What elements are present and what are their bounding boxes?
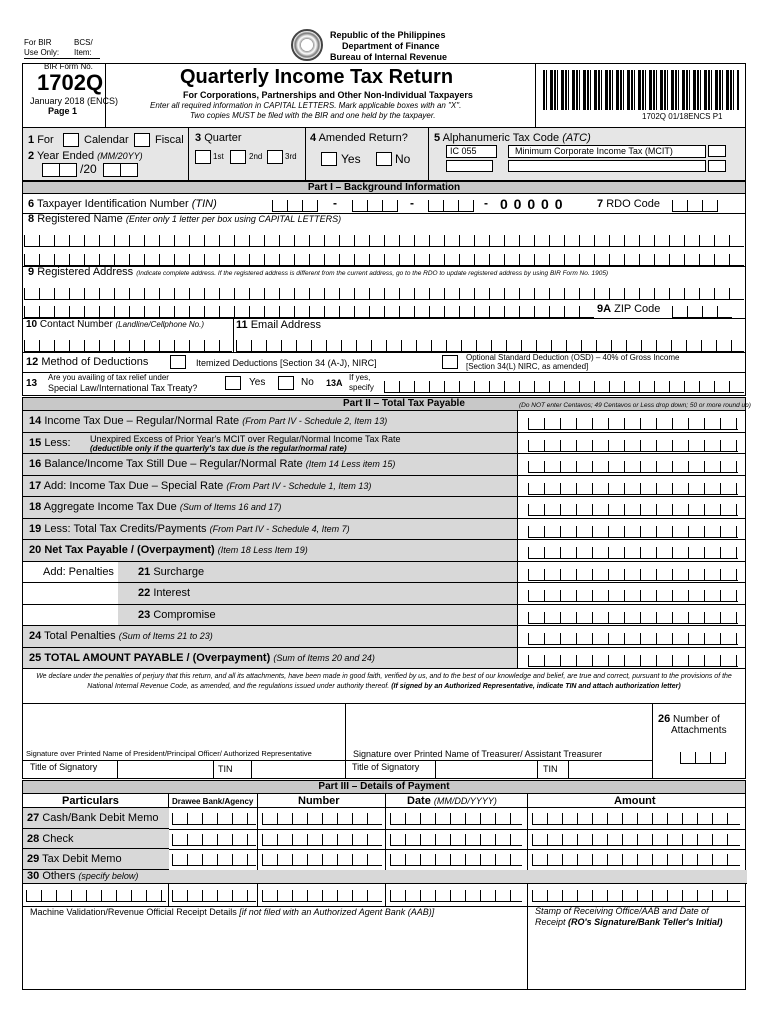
q3-label: 3rd	[285, 152, 297, 161]
item-label: Surcharge	[153, 565, 205, 578]
tin-group-2[interactable]	[352, 200, 398, 212]
payment-amount-cells-28[interactable]	[532, 834, 740, 846]
declaration-main: We declare under the penalties of perjury that this return, and all its attachments, have been made in good faith, verified by us, and to the best of our knowledge and belief, are true and correct, pursuant to the provisions of the National Internal Revenue Code, as amended, and the regulations issued under authority thereof.	[36, 673, 732, 690]
bir-seal-icon	[291, 29, 323, 61]
registered-name-label: Registered Name	[37, 213, 123, 225]
quarter-label: Quarter	[204, 132, 242, 144]
item-note: (Sum of Items 20 and 24)	[273, 652, 375, 663]
if-yes-label-1: If yes,	[349, 373, 371, 382]
title-signatory-1-label: Title of Signatory	[30, 762, 98, 772]
part2-label-cell	[23, 454, 518, 475]
instruction-2: Two copies MUST be filed with the BIR and one held by the taxpayer.	[190, 111, 436, 120]
month-digit-2[interactable]	[59, 163, 77, 177]
part2-label-cell	[23, 476, 518, 497]
part2-label	[138, 609, 216, 621]
atc-code-2[interactable]	[446, 160, 493, 172]
item-label: Income Tax Due – Regular/Normal Rate	[44, 415, 240, 427]
declaration-text	[28, 672, 740, 692]
item-6-num: 6	[28, 198, 35, 210]
bcs-item-label: BCS/ Item:	[74, 38, 93, 57]
item-note: (specify below)	[78, 870, 139, 881]
registered-address-note: (Indicate complete address. If the registered address is different from the current address, go to the RDO to update registered address by using BIR Form No. 1905)	[136, 270, 609, 277]
part2-label-cell	[23, 433, 518, 454]
title-signatory-2-label: Title of Signatory	[352, 762, 420, 772]
tin-paren: (TIN)	[191, 198, 217, 210]
form-title: Quarterly Income Tax Return	[180, 66, 454, 88]
item-4-num: 4	[310, 132, 317, 144]
item-13-num: 13	[26, 378, 38, 389]
item-label: Aggregate Income Tax Due	[43, 501, 177, 513]
year-prefix: /20	[80, 162, 97, 176]
item-26-num: 26	[658, 713, 671, 725]
item-note: (Sum of Items 16 and 17)	[179, 502, 282, 512]
atc-label: Alphanumeric Tax Code	[442, 132, 560, 144]
col-particulars: Particulars	[62, 795, 119, 807]
part2-row-25	[23, 648, 745, 670]
part2-row-22	[23, 583, 745, 605]
part3-label-cell	[23, 808, 169, 829]
part1-title: Part I – Background Information	[22, 181, 746, 194]
payment-bank-cells-30[interactable]	[172, 890, 256, 902]
part2-amount-cells-20[interactable]	[528, 547, 738, 559]
tin-dash-3: -	[484, 196, 488, 210]
contact-label: Contact Number	[39, 319, 113, 330]
month-digit-1[interactable]	[42, 163, 60, 177]
amended-yes-label: Yes	[341, 152, 361, 166]
amended-label: Amended Return?	[318, 132, 408, 144]
part2-label	[29, 458, 395, 470]
form-no-label: BIR Form No.	[44, 62, 93, 71]
item-15-note: Unexpired Excess of Prior Year's MCIT over Regular/Normal Income Tax Rate	[90, 433, 401, 444]
payment-date-cells-29[interactable]	[390, 854, 522, 866]
part3-label-cell	[23, 849, 169, 870]
item-num: 29	[27, 853, 40, 865]
machine-validation-note: [if not filed with an Authorized Agent Bank (AAB)]	[239, 907, 435, 917]
payment-amount-cells-29[interactable]	[532, 854, 740, 866]
col-date: Date	[407, 795, 431, 807]
contact-number-cells[interactable]	[24, 340, 232, 352]
q1-label: 1st	[213, 152, 224, 161]
part2-row-15	[23, 433, 745, 455]
osd-label-1: Optional Standard Deduction (OSD) – 40% of Gross Income	[466, 353, 680, 362]
item-num: 16	[29, 458, 42, 470]
item-1-num: 1	[28, 134, 35, 146]
declaration-note: (If signed by an Authorized Representative, indicate TIN and attach authorization letter)	[391, 683, 681, 690]
year-ended-label: Year Ended	[36, 150, 95, 162]
tin-group-1[interactable]	[272, 200, 318, 212]
item-11-num: 11	[236, 319, 248, 331]
item-8-num: 8	[28, 213, 35, 225]
q3-checkbox[interactable]	[267, 150, 283, 164]
item-note: (Item 14 Less item 15)	[305, 459, 396, 469]
penalties-prefix: Add: Penalties	[43, 565, 114, 578]
part2-amount-cells-18[interactable]	[528, 504, 738, 516]
amended-no-label: No	[395, 152, 411, 166]
part2-amount-cells-21[interactable]	[528, 569, 738, 581]
payment-date-cells-27[interactable]	[390, 813, 522, 825]
part2-amount-cells-24[interactable]	[528, 633, 738, 645]
part3-row-label-27	[27, 812, 158, 824]
payment-bank-cells-27[interactable]	[172, 813, 256, 825]
q2-label: 2nd	[249, 152, 263, 161]
q2-checkbox[interactable]	[230, 150, 246, 164]
tin-dash-2: -	[410, 196, 414, 210]
part2-amount-cells-16[interactable]	[528, 461, 738, 473]
part3-row-label-29	[27, 853, 122, 865]
item-num: 20	[29, 544, 42, 556]
part2-amount-cells-19[interactable]	[528, 526, 738, 538]
registered-name-note: (Enter only 1 letter per box using CAPITAL LETTERS)	[125, 214, 342, 224]
part2-label-cell	[23, 519, 518, 540]
part2-row-18	[23, 497, 745, 519]
item-label: Compromise	[153, 608, 216, 621]
part2-amount-cells-17[interactable]	[528, 483, 738, 495]
part2-amount-cells-25[interactable]	[528, 655, 738, 667]
item-num: 22	[138, 587, 151, 599]
item-num: 24	[29, 630, 42, 642]
treaty-yes-label: Yes	[249, 377, 266, 388]
form-subtitle: For Corporations, Partnerships and Other Non-Individual Taxpayers	[183, 90, 473, 100]
col-drawee-bank: Drawee Bank/Agency	[172, 797, 254, 806]
item-15-note-2: (deductible only if the quarterly's tax due is the regular/normal rate)	[90, 443, 347, 453]
part2-label	[29, 415, 387, 427]
amended-no-checkbox[interactable]	[376, 152, 392, 166]
item-note: (Item 18 Less Item 19)	[217, 545, 308, 555]
item-label: Less: Total Tax Credits/Payments	[44, 522, 207, 535]
stamp-label: Stamp of Receiving Office/AAB and Date of Receipt	[535, 906, 709, 927]
part2-label	[29, 652, 375, 664]
part2-amount-cells-23[interactable]	[528, 612, 738, 624]
zip-label: ZIP Code	[614, 303, 661, 315]
bureau-text: Bureau of Internal Revenue	[330, 52, 448, 62]
item-label: Check	[42, 832, 74, 845]
email-cells[interactable]	[236, 340, 744, 352]
part2-label-cell	[23, 605, 518, 626]
part2-row-20	[23, 540, 745, 562]
treaty-label-2: Special Law/International Tax Treaty?	[48, 383, 198, 393]
registered-name-line-1[interactable]	[24, 235, 744, 247]
part2-box	[22, 411, 746, 669]
item-12-num: 12	[26, 356, 39, 368]
item-9-num: 9	[28, 266, 35, 278]
atc-description-2[interactable]	[508, 160, 706, 172]
item-label: Others	[42, 869, 76, 882]
atc-paren: (ATC)	[562, 132, 591, 144]
item-2-num: 2	[28, 150, 35, 162]
item-label: Balance/Income Tax Still Due – Regular/Normal Rate	[44, 458, 303, 470]
payment-date-cells-30[interactable]	[390, 890, 522, 902]
col-date-format: (MM/DD/YYYY)	[433, 796, 497, 806]
item-label: Add: Income Tax Due – Special Rate	[43, 479, 224, 492]
payment-particulars-cells-30[interactable]	[26, 890, 166, 902]
contact-note: (Landline/Cellphone No.)	[115, 320, 204, 329]
item-10-num: 10	[26, 319, 38, 330]
part2-label	[29, 480, 371, 492]
part2-label-cell	[23, 562, 518, 583]
part2-label-cell	[23, 626, 518, 647]
barcode-code: 1702Q 01/18ENCS P1	[642, 112, 723, 121]
item-note: (From Part IV - Schedule 2, Item 13)	[242, 416, 388, 426]
atc-second-checkbox[interactable]	[708, 160, 726, 172]
zip-cells[interactable]	[672, 306, 732, 318]
tin-label: Taxpayer Identification Number	[36, 198, 189, 210]
item-note: (From Part IV - Schedule 1, Item 13)	[226, 480, 372, 491]
part2-row-21	[23, 562, 745, 584]
part2-row-16	[23, 454, 745, 476]
payment-number-cells-30[interactable]	[262, 890, 382, 902]
part2-note: (Do NOT enter Centavos; 49 Centavos or Less drop down; 50 or more round up)	[519, 402, 751, 409]
tin-branch-code: 0 0 0 0 0	[500, 196, 564, 212]
item-7-num: 7	[597, 198, 604, 210]
amended-yes-checkbox[interactable]	[321, 152, 337, 166]
item-9a-num: 9A	[597, 303, 612, 315]
registered-name-line-2[interactable]	[24, 254, 744, 266]
item-num: 18	[29, 501, 42, 513]
item-num: 30	[27, 869, 40, 882]
part2-row-23	[23, 605, 745, 627]
item-label: Interest	[153, 587, 190, 599]
year-digit-2[interactable]	[120, 163, 138, 177]
item-num: 15	[29, 436, 42, 449]
part2-label	[29, 501, 281, 513]
payment-amount-cells-30[interactable]	[532, 890, 740, 902]
part3-row-label-30	[27, 870, 138, 882]
item-label: Less:	[44, 436, 71, 449]
year-digit-1[interactable]	[103, 163, 121, 177]
form-number: 1702Q	[37, 70, 104, 95]
payment-date-cells-28[interactable]	[390, 834, 522, 846]
payment-number-cells-27[interactable]	[262, 813, 382, 825]
tin-1-label: TIN	[218, 764, 233, 774]
item-13a-num: 13A	[326, 378, 343, 388]
part2-row-14	[23, 411, 745, 433]
osd-checkbox[interactable]	[442, 355, 458, 369]
item-num: 25	[29, 651, 42, 664]
tin-group-3[interactable]	[428, 200, 474, 212]
calendar-checkbox[interactable]	[63, 133, 79, 147]
treaty-specify-cells[interactable]	[384, 381, 744, 393]
method-label: Method of Deductions	[41, 356, 149, 368]
part2-row-17	[23, 476, 745, 498]
attachments-count-cells[interactable]	[680, 752, 726, 764]
payment-number-cells-29[interactable]	[262, 854, 382, 866]
treaty-yes-checkbox[interactable]	[225, 376, 241, 390]
signature-treasurer-label: Signature over Printed Name of Treasurer/ Assistant Treasurer	[353, 749, 603, 759]
if-yes-label-2: specify	[349, 383, 374, 392]
item-3-num: 3	[195, 132, 202, 144]
part2-label-cell	[23, 411, 518, 432]
itemized-label: Itemized Deductions [Section 34 (A-J), NIRC]	[196, 358, 377, 368]
part2-row-24	[23, 626, 745, 648]
payment-number-cells-28[interactable]	[262, 834, 382, 846]
part2-amount-cells-14[interactable]	[528, 418, 738, 430]
part2-label	[29, 544, 308, 556]
treaty-no-checkbox[interactable]	[278, 376, 294, 390]
department-text: Department of Finance	[342, 41, 440, 51]
registered-address-line-1[interactable]	[24, 288, 744, 300]
stamp-note: (RO's Signature/Bank Teller's Initial)	[568, 917, 723, 927]
item-num: 28	[27, 832, 40, 845]
q1-checkbox[interactable]	[195, 150, 211, 164]
fiscal-label: Fiscal	[155, 134, 184, 146]
item-num: 27	[27, 812, 40, 824]
payment-bank-cells-28[interactable]	[172, 834, 256, 846]
part2-label	[29, 523, 350, 535]
item-label: TOTAL AMOUNT PAYABLE / (Overpayment)	[44, 651, 271, 664]
instruction-1: Enter all required information in CAPITAL LETTERS. Mark applicable boxes with an "X".	[150, 101, 462, 110]
atc-description: Minimum Corporate Income Tax (MCIT)	[508, 145, 706, 158]
payment-bank-cells-29[interactable]	[172, 854, 256, 866]
atc-mcit-checkbox[interactable]	[708, 145, 726, 157]
item-label: Tax Debit Memo	[42, 853, 122, 865]
col-number: Number	[298, 795, 340, 807]
part2-row-19	[23, 519, 745, 541]
item-label: Total Penalties	[44, 630, 116, 642]
part2-label-cell	[23, 540, 518, 561]
page-number: Page 1	[48, 106, 78, 116]
registered-address-line-2[interactable]	[24, 306, 594, 318]
part2-label	[138, 566, 204, 578]
registered-address-label: Registered Address	[37, 266, 134, 278]
signature-president-label: Signature over Printed Name of President/Principal Officer/ Authorized Representative	[26, 749, 312, 758]
item-note: (From Part IV - Schedule 4, Item 7)	[209, 523, 350, 534]
item-num: 14	[29, 415, 42, 427]
item-num: 17	[29, 479, 42, 492]
item-5-num: 5	[434, 132, 441, 144]
part2-label-cell	[23, 583, 518, 604]
republic-text: Republic of the Philippines	[330, 30, 446, 40]
barcode-icon	[543, 70, 739, 110]
part2-title: Part II – Total Tax Payable	[343, 398, 465, 409]
itemized-checkbox[interactable]	[170, 355, 186, 369]
part2-amount-cells-22[interactable]	[528, 590, 738, 602]
machine-validation-label: Machine Validation/Revenue Official Receipt Details	[30, 907, 237, 917]
fiscal-checkbox[interactable]	[134, 133, 150, 147]
atc-code: IC 055	[446, 145, 497, 158]
part3-label-cell	[23, 829, 169, 850]
for-label: For	[37, 134, 54, 146]
tin-2-label: TIN	[543, 764, 558, 774]
attachments-label-2: Attachments	[671, 725, 727, 736]
for-bir-use-label: For BIR Use Only:	[24, 38, 60, 57]
attachments-label-1: Number of	[673, 714, 720, 725]
treaty-no-label: No	[301, 377, 314, 388]
item-num: 21	[138, 565, 151, 578]
part3-row-label-28	[27, 833, 74, 845]
col-amount: Amount	[614, 795, 656, 807]
form-date: January 2018 (ENCS)	[30, 96, 119, 106]
calendar-label: Calendar	[84, 134, 129, 146]
part2-label	[29, 437, 71, 449]
tin-dash-1: -	[333, 196, 337, 210]
treaty-label-1: Are you availing of tax relief under	[48, 373, 169, 382]
part2-label	[29, 630, 213, 642]
email-label: Email Address	[250, 319, 322, 331]
item-label: Net Tax Payable / (Overpayment)	[44, 544, 215, 556]
part3-title: Part III – Details of Payment	[22, 780, 746, 794]
rdo-label: RDO Code	[606, 198, 660, 210]
item-num: 19	[29, 522, 42, 535]
osd-label-2: [Section 34(L) NIRC, as amended]	[466, 362, 589, 371]
item-label: Cash/Bank Debit Memo	[42, 812, 159, 824]
payment-amount-cells-27[interactable]	[532, 813, 740, 825]
part2-label-cell	[23, 497, 518, 518]
part2-amount-cells-15[interactable]	[528, 440, 738, 452]
item-note: (Sum of Items 21 to 23)	[118, 631, 213, 641]
year-format: (MM/20YY)	[97, 151, 143, 161]
part2-label	[138, 587, 190, 599]
part3-label-cell	[23, 870, 747, 884]
item-num: 23	[138, 608, 151, 621]
rdo-code-cells[interactable]	[672, 200, 718, 212]
part2-header	[22, 397, 751, 411]
part2-label-cell	[23, 648, 518, 669]
